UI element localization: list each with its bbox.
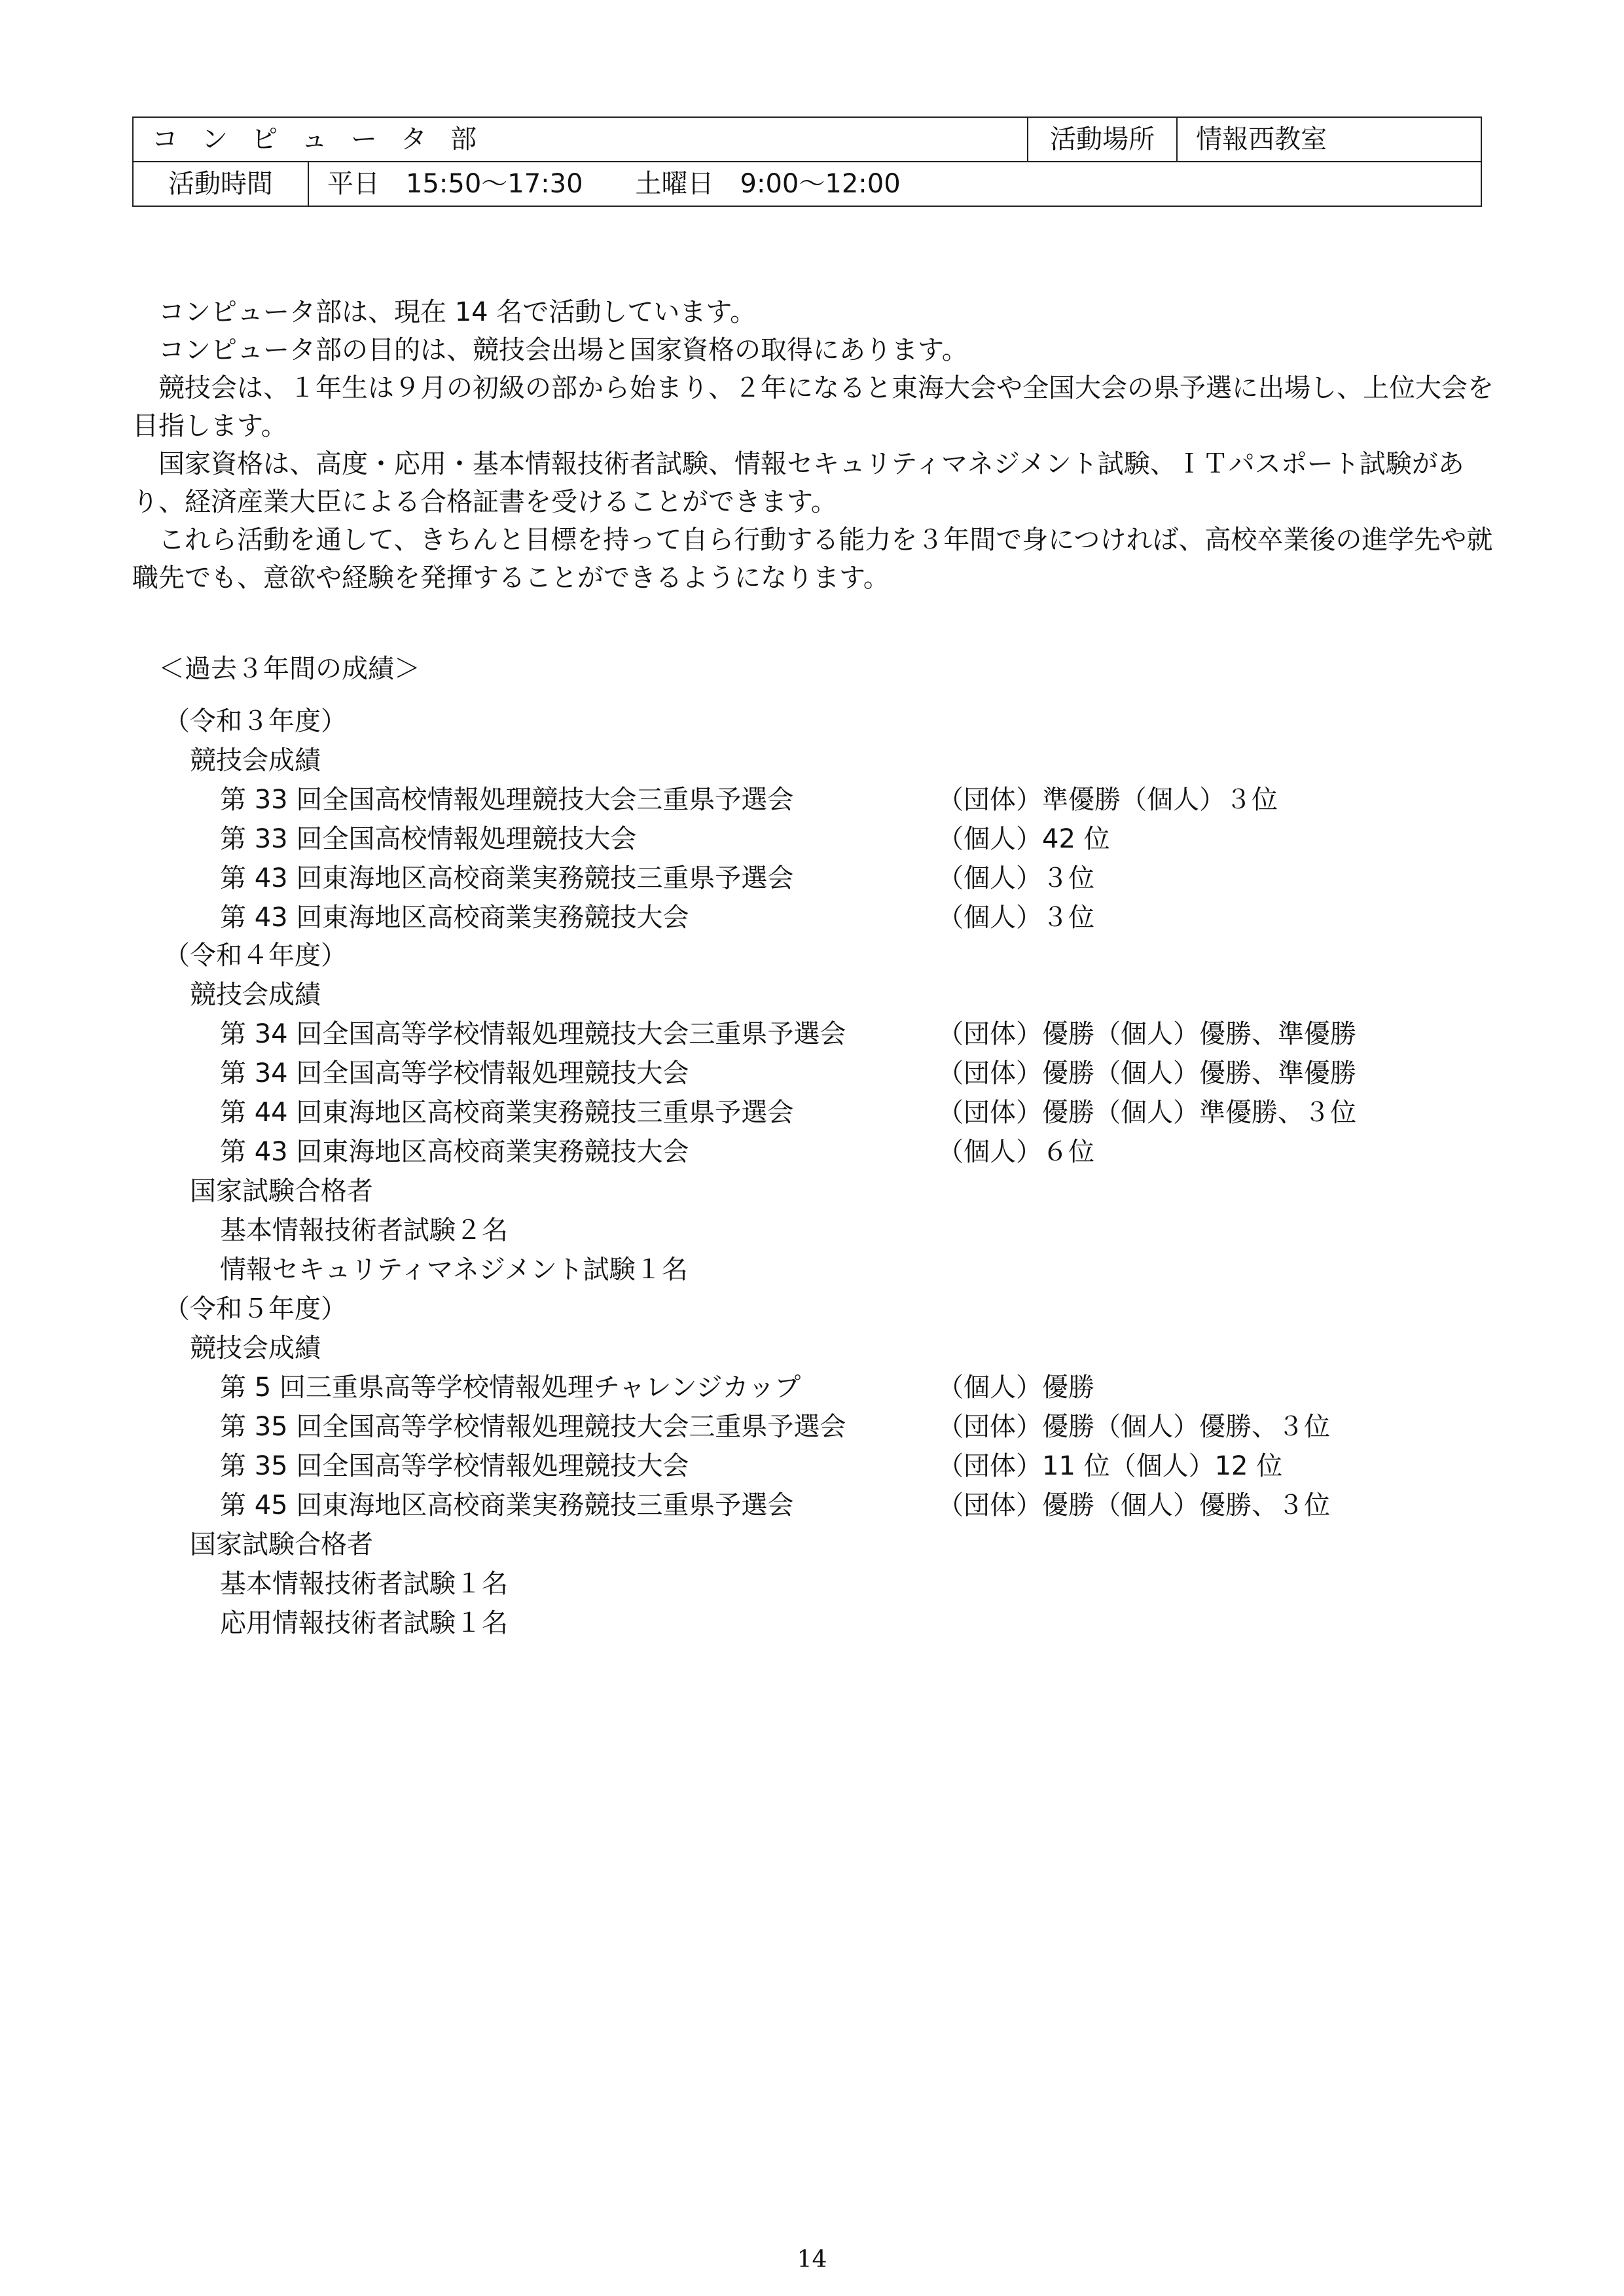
contest-name: 第 35 回全国高等学校情報処理競技大会 [220,1451,689,1481]
year-label: （令和３年度） [164,706,347,736]
intro-paragraph: コンピュータ部の目的は、競技会出場と国家資格の取得にあります。 [158,335,968,365]
exam-passed: 応用情報技術者試験１名 [220,1608,508,1638]
intro-paragraph: これら活動を通して、きちんと目標を持って自ら行動する能力を３年間で身につければ、高校卒業後の進学先や就職先でも、意欲や経験を発揮することができるようになります。 [132,525,1493,593]
year-label: （令和５年度） [164,1294,347,1324]
contest-section-label: 競技会成績 [190,745,321,776]
contest-result: （団体）優勝（個人）優勝、３位 [937,1412,1330,1442]
contest-result: （個人）３位 [937,863,1094,893]
club-name: コンピュータ部 [133,117,1028,162]
exam-passed: 基本情報技術者試験２名 [220,1215,508,1246]
contest-name: 第 5 回三重県高等学校情報処理チャレンジカップ [220,1372,801,1403]
contest-name: 第 44 回東海地区高校商業実務競技三重県予選会 [220,1098,794,1128]
time-label: 活動時間 [133,162,308,206]
contest-section-label: 競技会成績 [190,1333,321,1363]
info-row-1 [133,117,1481,162]
contest-result: （団体）準優勝（個人）３位 [937,785,1278,815]
page-number: 14 [797,2246,827,2273]
intro-paragraph: 国家資格は、高度・応用・基本情報技術者試験、情報セキュリティマネジメント試験、ＩＴパスポート試験があり、経済産業大臣による合格証書を受けることができます。 [132,449,1464,517]
place-label: 活動場所 [1028,117,1177,162]
contest-name: 第 43 回東海地区高校商業実務競技大会 [220,1137,689,1167]
contest-name: 第 35 回全国高等学校情報処理競技大会三重県予選会 [220,1412,846,1442]
contest-result: （個人）３位 [937,903,1094,933]
contest-result: （団体）優勝（個人）準優勝、３位 [937,1098,1356,1128]
contest-result: （個人）６位 [937,1137,1094,1167]
contest-result: （個人）42 位 [937,824,1110,854]
contest-name: 第 34 回全国高等学校情報処理競技大会三重県予選会 [220,1019,846,1049]
contest-name: 第 43 回東海地区高校商業実務競技大会 [220,903,689,933]
intro-text [132,293,1500,597]
exam-section-label: 国家試験合格者 [190,1530,373,1560]
contest-result: （団体）11 位（個人）12 位 [937,1451,1283,1481]
exam-section-label: 国家試験合格者 [190,1176,373,1206]
contest-name: 第 33 回全国高校情報処理競技大会 [220,824,637,854]
contest-name: 第 43 回東海地区高校商業実務競技三重県予選会 [220,863,794,893]
info-row-2 [133,162,1481,206]
record-heading: ＜過去３年間の成績＞ [158,654,420,684]
contest-section-label: 競技会成績 [190,980,321,1010]
contest-result: （団体）優勝（個人）優勝、３位 [937,1490,1330,1520]
intro-paragraph: コンピュータ部は、現在 14 名で活動しています。 [158,297,757,327]
exam-passed: 基本情報技術者試験１名 [220,1569,508,1599]
intro-paragraph: 競技会は、１年生は９月の初級の部から始まり、２年になると東海大会や全国大会の県予選に出場し、上位大会を目指します。 [132,373,1494,441]
contest-result: （個人）優勝 [937,1372,1094,1403]
time-value: 平日 15:50～17:30 土曜日 9:00～12:00 [308,162,1481,206]
year-label: （令和４年度） [164,941,347,971]
place-value: 情報西教室 [1177,117,1481,162]
contest-result: （団体）優勝（個人）優勝、準優勝 [937,1019,1356,1049]
contest-name: 第 33 回全国高校情報処理競技大会三重県予選会 [220,785,794,815]
contest-name: 第 45 回東海地区高校商業実務競技三重県予選会 [220,1490,794,1520]
exam-passed: 情報セキュリティマネジメント試験１名 [220,1255,688,1285]
club-info-table [132,117,1482,207]
contest-name: 第 34 回全国高等学校情報処理競技大会 [220,1058,689,1088]
contest-result: （団体）優勝（個人）優勝、準優勝 [937,1058,1356,1088]
